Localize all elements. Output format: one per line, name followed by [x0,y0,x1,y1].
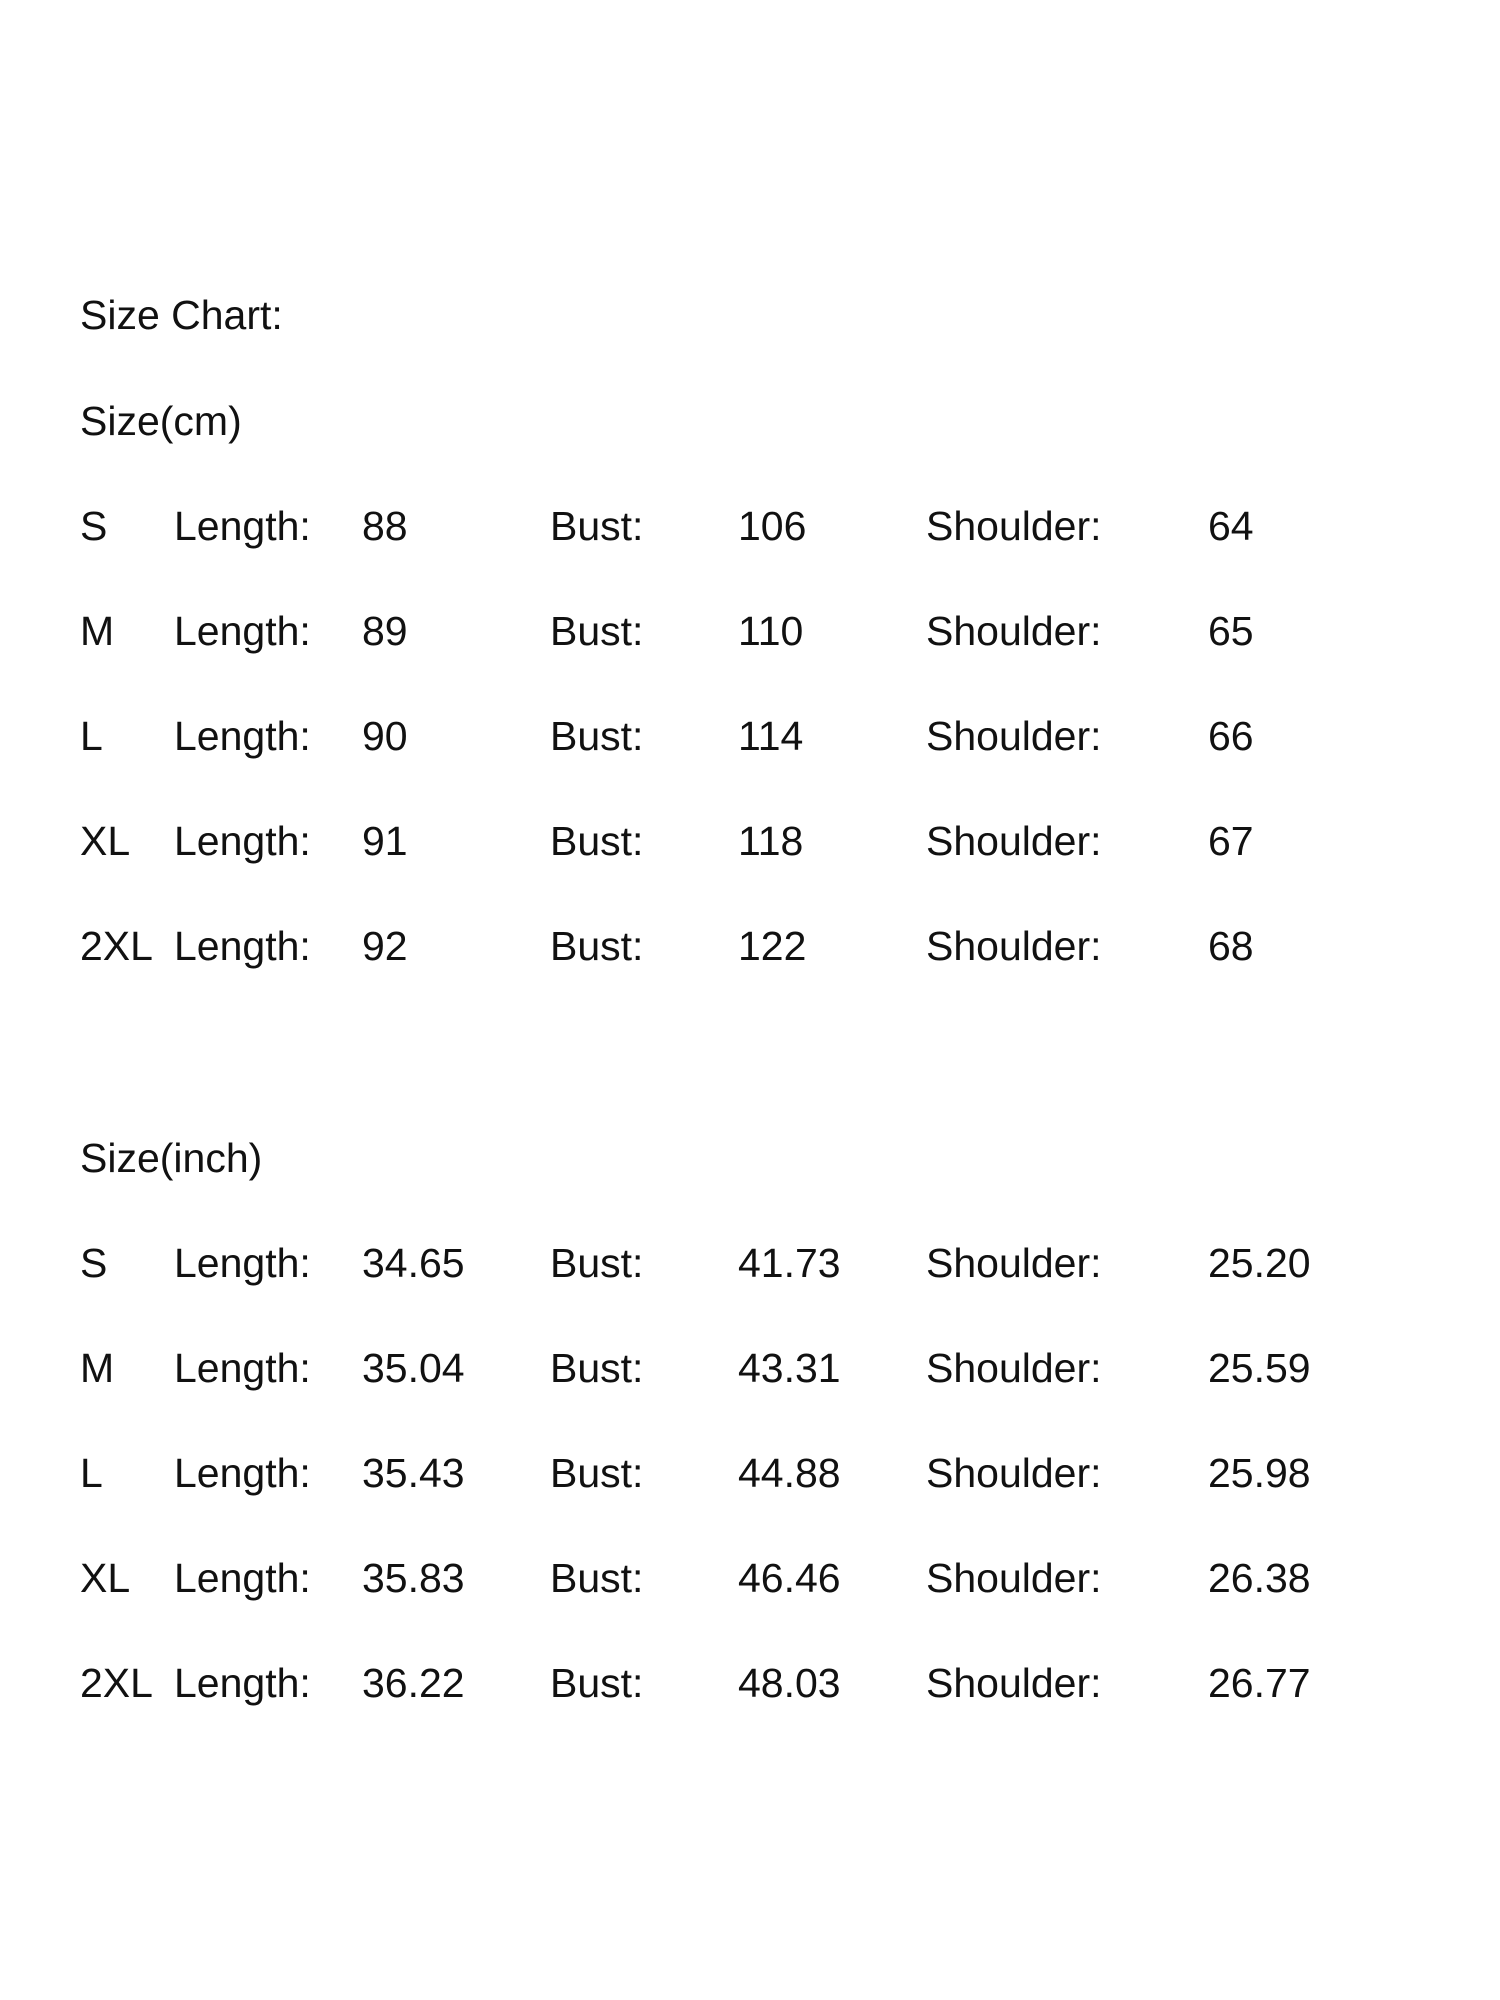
length-label: Length: [174,1555,311,1601]
size-label: M [80,1345,115,1391]
length-label: Length: [174,1450,311,1496]
shoulder-label: Shoulder: [926,1450,1102,1496]
page-title: Size Chart: [80,292,283,338]
length-label: Length: [174,503,311,549]
table-row [0,608,1500,661]
bust-value: 43.31 [738,1345,841,1391]
length-value: 92 [362,923,408,969]
bust-label: Bust: [550,818,644,864]
length-label: Length: [174,923,311,969]
size-label: XL [80,818,131,864]
length-label: Length: [174,1660,311,1706]
table-row [0,503,1500,556]
bust-label: Bust: [550,608,644,654]
length-label: Length: [174,713,311,759]
size-label: 2XL [80,1660,153,1706]
length-value: 35.43 [362,1450,465,1496]
bust-value: 118 [738,818,804,864]
bust-label: Bust: [550,503,644,549]
size-label: M [80,608,115,654]
bust-value: 46.46 [738,1555,841,1601]
table-row [0,1240,1500,1293]
length-value: 91 [362,818,408,864]
table-row [0,1345,1500,1398]
table-row [0,923,1500,976]
table-row [0,1555,1500,1608]
shoulder-label: Shoulder: [926,713,1102,759]
length-value: 90 [362,713,408,759]
bust-value: 44.88 [738,1450,841,1496]
shoulder-label: Shoulder: [926,608,1102,654]
length-label: Length: [174,608,311,654]
size-label: S [80,1240,108,1286]
shoulder-value: 26.77 [1208,1660,1311,1706]
size-label: 2XL [80,923,153,969]
bust-value: 114 [738,713,804,759]
shoulder-value: 64 [1208,503,1254,549]
length-value: 35.04 [362,1345,465,1391]
size-label: S [80,503,108,549]
length-value: 88 [362,503,408,549]
length-label: Length: [174,1345,311,1391]
shoulder-label: Shoulder: [926,1660,1102,1706]
length-value: 34.65 [362,1240,465,1286]
bust-value: 48.03 [738,1660,841,1706]
shoulder-label: Shoulder: [926,503,1102,549]
shoulder-value: 25.20 [1208,1240,1311,1286]
shoulder-label: Shoulder: [926,818,1102,864]
shoulder-value: 25.59 [1208,1345,1311,1391]
bust-value: 41.73 [738,1240,841,1286]
shoulder-value: 67 [1208,818,1254,864]
bust-label: Bust: [550,1345,644,1391]
section-heading-cm: Size(cm) [80,398,242,444]
bust-label: Bust: [550,713,644,759]
table-row [0,1660,1500,1713]
bust-label: Bust: [550,1240,644,1286]
bust-label: Bust: [550,1555,644,1601]
length-label: Length: [174,818,311,864]
length-value: 36.22 [362,1660,465,1706]
shoulder-value: 25.98 [1208,1450,1311,1496]
bust-label: Bust: [550,1660,644,1706]
shoulder-value: 68 [1208,923,1254,969]
shoulder-label: Shoulder: [926,1555,1102,1601]
table-row [0,713,1500,766]
shoulder-value: 66 [1208,713,1254,759]
length-value: 89 [362,608,408,654]
bust-label: Bust: [550,1450,644,1496]
section-heading-inch: Size(inch) [80,1135,263,1181]
length-label: Length: [174,1240,311,1286]
shoulder-label: Shoulder: [926,923,1102,969]
shoulder-label: Shoulder: [926,1345,1102,1391]
bust-value: 110 [738,608,804,654]
bust-label: Bust: [550,923,644,969]
shoulder-value: 26.38 [1208,1555,1311,1601]
shoulder-label: Shoulder: [926,1240,1102,1286]
size-label: XL [80,1555,131,1601]
size-label: L [80,713,103,759]
shoulder-value: 65 [1208,608,1254,654]
bust-value: 122 [738,923,807,969]
table-row [0,818,1500,871]
size-label: L [80,1450,103,1496]
table-row [0,1450,1500,1503]
length-value: 35.83 [362,1555,465,1601]
bust-value: 106 [738,503,807,549]
